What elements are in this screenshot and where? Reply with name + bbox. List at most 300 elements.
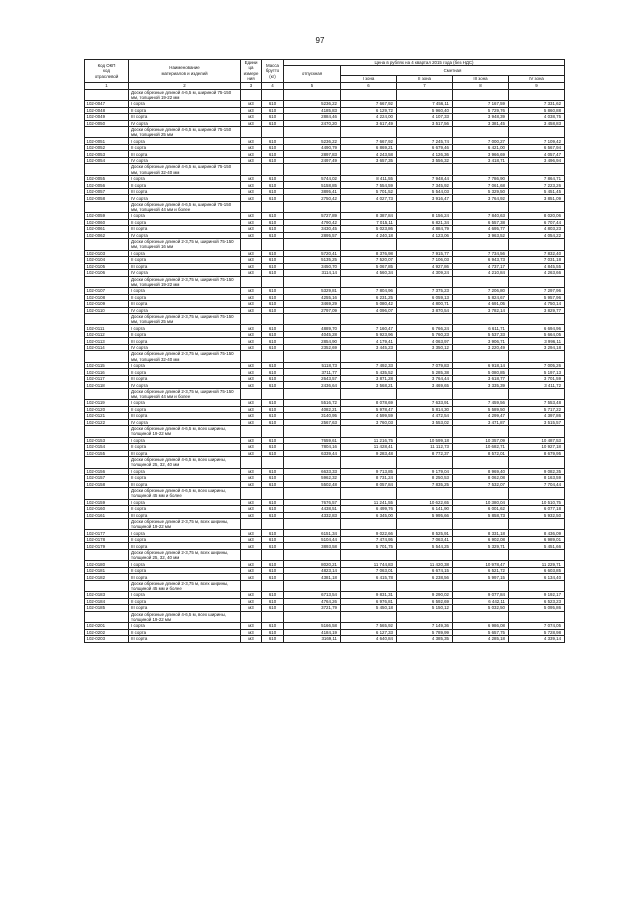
mass: 610 — [262, 481, 284, 488]
zone-1-price: 7 667,92 — [341, 138, 397, 145]
section-price-cell — [284, 388, 341, 399]
section-price-cell — [284, 457, 341, 468]
zone-2-price: 8 525,91 — [397, 530, 453, 537]
section-title: Доски обрезные длиной 4-6,5 м, всех ширины, толщиной 45 мм и более — [129, 488, 241, 499]
okp-code: 102-0056 — [85, 182, 129, 189]
mass: 610 — [262, 636, 284, 643]
okp-code: 102-0103 — [85, 250, 129, 257]
section-mass-cell — [262, 351, 284, 362]
mass: 610 — [262, 450, 284, 457]
zone-4-price: 4 038,75 — [509, 114, 565, 121]
okp-code: 102-0122 — [85, 419, 129, 426]
section-price-cell — [341, 239, 397, 250]
section-code-cell — [85, 239, 129, 250]
section-price-cell — [509, 519, 565, 530]
section-row — [85, 426, 565, 437]
section-price-cell — [453, 488, 509, 499]
section-mass-cell — [262, 239, 284, 250]
section-title: Доски обрезные длиной 2-3,75 м, шириной 75-150 мм, толщиной 16 мм — [129, 239, 241, 250]
zone-2-price: 6 766,24 — [397, 325, 453, 332]
zone-2-price: 3 469,65 — [397, 382, 453, 389]
zone-4-price: 5 451,66 — [509, 543, 565, 550]
zone-4-price: 6 989,01 — [509, 536, 565, 543]
zone-3-price: 7 459,56 — [453, 400, 509, 407]
zone-3-price: 6 557,38 — [453, 219, 509, 226]
zone-4-price: 3 996,11 — [509, 338, 565, 345]
column-number: 7 — [397, 82, 453, 89]
header-zone-3: III зона — [453, 76, 509, 82]
section-price-cell — [397, 388, 453, 399]
unit: м3 — [241, 375, 262, 382]
header-zone-4: IV зона — [509, 76, 565, 82]
zone-1-price: 7 520,07 — [341, 257, 397, 264]
unit: м3 — [241, 114, 262, 121]
zone-1-price: 11 428,41 — [341, 444, 397, 451]
mass: 610 — [262, 175, 284, 182]
release-price: 5135,25 — [284, 257, 341, 264]
zone-1-price: 8 731,24 — [341, 475, 397, 482]
zone-2-price: 3 764,44 — [397, 375, 453, 382]
section-unit-cell — [241, 519, 262, 530]
unit: м3 — [241, 151, 262, 158]
zone-3-price: 5 657,75 — [453, 629, 509, 636]
release-price: 5118,73 — [284, 362, 341, 369]
zone-2-price: 5 150,12 — [397, 605, 453, 612]
section-code-cell — [85, 549, 129, 560]
zone-2-price: 7 948,44 — [397, 175, 453, 182]
mass: 610 — [262, 301, 284, 308]
grade-name: III сорта — [129, 338, 241, 345]
zone-1-price: 7 160,47 — [341, 325, 397, 332]
mass: 610 — [262, 375, 284, 382]
section-code-cell — [85, 314, 129, 325]
zone-4-price: 3 701,59 — [509, 375, 565, 382]
grade-name: III сорта — [129, 188, 241, 195]
unit: м3 — [241, 226, 262, 233]
section-unit-cell — [241, 549, 262, 560]
zone-2-price: 7 063,41 — [397, 536, 453, 543]
release-price: 3114,14 — [284, 270, 341, 277]
section-price-cell — [453, 519, 509, 530]
section-row — [85, 549, 565, 560]
section-price-cell — [341, 164, 397, 175]
zone-1-price: 4 240,18 — [341, 232, 397, 239]
okp-code: 102-0059 — [85, 213, 129, 220]
okp-code: 102-0182 — [85, 574, 129, 581]
section-price-cell — [341, 127, 397, 138]
section-price-cell — [341, 426, 397, 437]
zone-1-price: 4 179,41 — [341, 338, 397, 345]
section-price-cell — [284, 549, 341, 560]
mass: 610 — [262, 369, 284, 376]
zone-1-price: 4 640,84 — [341, 636, 397, 643]
zone-4-price: 6 077,18 — [509, 506, 565, 513]
release-price: 6339,44 — [284, 450, 341, 457]
mass: 610 — [262, 598, 284, 605]
zone-2-price: 5 544,25 — [397, 543, 453, 550]
grade-name: III сорта — [129, 114, 241, 121]
zone-2-price: 9 290,02 — [397, 592, 453, 599]
zone-3-price: 3 220,49 — [453, 344, 509, 351]
section-code-cell — [85, 201, 129, 212]
zone-3-price: 4 737,17 — [453, 263, 509, 270]
zone-2-price: 6 592,69 — [397, 598, 453, 605]
zone-2-price: 7 375,23 — [397, 288, 453, 295]
release-price: 4889,70 — [284, 325, 341, 332]
section-price-cell — [397, 488, 453, 499]
release-price: 2643,57 — [284, 375, 341, 382]
price-table — [84, 59, 565, 643]
grade-name: II сорта — [129, 567, 241, 574]
zone-2-price: 3 350,12 — [397, 344, 453, 351]
zone-3-price: 4 691,05 — [453, 301, 509, 308]
okp-code: 102-0113 — [85, 338, 129, 345]
zone-1-price: 9 283,48 — [341, 450, 397, 457]
zone-4-price: 10 927,18 — [509, 444, 565, 451]
grade-name: IV сорта — [129, 232, 241, 239]
zone-3-price: 3 418,71 — [453, 157, 509, 164]
zone-1-price: 5 450,18 — [341, 605, 397, 612]
okp-code: 102-0050 — [85, 120, 129, 127]
grade-name: III сорта — [129, 301, 241, 308]
grade-name: I сорта — [129, 400, 241, 407]
mass: 610 — [262, 344, 284, 351]
section-price-cell — [397, 580, 453, 591]
section-price-cell — [453, 426, 509, 437]
okp-code: 102-0107 — [85, 288, 129, 295]
zone-3-price: 5 858,73 — [453, 512, 509, 519]
zone-1-price: 5 701,75 — [341, 543, 397, 550]
zone-3-price: 5 997,15 — [453, 574, 509, 581]
okp-code: 102-0109 — [85, 301, 129, 308]
grade-name: II сорта — [129, 506, 241, 513]
zone-1-price: 3 657,35 — [341, 157, 397, 164]
release-price: 7659,61 — [284, 437, 341, 444]
section-code-cell — [85, 351, 129, 362]
section-title: Доски обрезные длиной 4-6,5 м, всех ширины, толщиной 25, 32, 40 мм — [129, 457, 241, 468]
section-price-cell — [509, 426, 565, 437]
okp-code: 102-0047 — [85, 101, 129, 108]
zone-4-price: 7 864,71 — [509, 175, 565, 182]
mass: 610 — [262, 107, 284, 114]
mass: 610 — [262, 413, 284, 420]
section-unit-cell — [241, 164, 262, 175]
section-mass-cell — [262, 276, 284, 287]
page-number: 97 — [315, 36, 325, 45]
mass: 610 — [262, 567, 284, 574]
section-price-cell — [453, 89, 509, 100]
zone-2-price: 7 915,77 — [397, 250, 453, 257]
grade-name: II сорта — [129, 444, 241, 451]
grade-name: I сорта — [129, 213, 241, 220]
zone-2-price: 4 309,24 — [397, 270, 453, 277]
grade-name: II сорта — [129, 536, 241, 543]
okp-code: 102-0201 — [85, 623, 129, 630]
zone-3-price: 3 966,69 — [453, 151, 509, 158]
zone-4-price: 4 803,23 — [509, 226, 565, 233]
okp-code: 102-0053 — [85, 151, 129, 158]
section-code-cell — [85, 457, 129, 468]
mass: 610 — [262, 605, 284, 612]
release-price: 3140,95 — [284, 413, 341, 420]
section-price-cell — [509, 89, 565, 100]
section-price-cell — [341, 201, 397, 212]
grade-name: III сорта — [129, 263, 241, 270]
zone-4-price: 7 074,05 — [509, 623, 565, 630]
mass: 610 — [262, 623, 284, 630]
unit: м3 — [241, 400, 262, 407]
section-mass-cell — [262, 164, 284, 175]
section-title: Доски обрезные длиной 4-6,5 м, всех ширины, толщиной 19-22 мм — [129, 611, 241, 622]
okp-code: 102-0203 — [85, 636, 129, 643]
release-price: 5166,58 — [284, 623, 341, 630]
unit: м3 — [241, 406, 262, 413]
section-mass-cell — [262, 611, 284, 622]
okp-code: 102-0153 — [85, 437, 129, 444]
mass: 610 — [262, 114, 284, 121]
release-price: 3469,29 — [284, 301, 341, 308]
zone-1-price: 4 096,07 — [341, 307, 397, 314]
release-price: 2470,20 — [284, 120, 341, 127]
grade-name: III сорта — [129, 151, 241, 158]
section-price-cell — [341, 549, 397, 560]
release-price: 6713,54 — [284, 592, 341, 599]
zone-2-price: 8 250,53 — [397, 475, 453, 482]
section-title: Доски обрезные длиной 2-3,75 м, шириной 75-150 мм, толщиной 32-40 мм — [129, 351, 241, 362]
unit: м3 — [241, 506, 262, 513]
release-price: 4790,42 — [284, 219, 341, 226]
zone-1-price: 6 869,21 — [341, 144, 397, 151]
zone-4-price: 7 832,40 — [509, 250, 565, 257]
section-price-cell — [453, 549, 509, 560]
section-price-cell — [509, 164, 565, 175]
grade-name: IV сорта — [129, 344, 241, 351]
mass: 610 — [262, 574, 284, 581]
grade-name: II сорта — [129, 475, 241, 482]
column-number: 8 — [453, 82, 509, 89]
mass: 610 — [262, 213, 284, 220]
section-price-cell — [284, 276, 341, 287]
release-price: 3893,58 — [284, 543, 341, 550]
grade-name: IV сорта — [129, 419, 241, 426]
grade-name: III сорта — [129, 450, 241, 457]
zone-1-price: 3 617,49 — [341, 120, 397, 127]
mass: 610 — [262, 219, 284, 226]
mass: 610 — [262, 419, 284, 426]
section-price-cell — [509, 611, 565, 622]
unit: м3 — [241, 138, 262, 145]
okp-code: 102-0202 — [85, 629, 129, 636]
section-price-cell — [453, 201, 509, 212]
unit: м3 — [241, 636, 262, 643]
zone-4-price: 6 694,96 — [509, 325, 565, 332]
section-price-cell — [453, 164, 509, 175]
okp-code: 102-0052 — [85, 144, 129, 151]
zone-1-price: 6 129,72 — [341, 107, 397, 114]
zone-3-price: 8 572,01 — [453, 450, 509, 457]
okp-code: 102-0119 — [85, 400, 129, 407]
unit: м3 — [241, 605, 262, 612]
okp-code: 102-0062 — [85, 232, 129, 239]
mass: 610 — [262, 506, 284, 513]
header-unit: Едини ца измере ния — [241, 60, 262, 83]
release-price: 4082,21 — [284, 406, 341, 413]
zone-2-price: 5 814,30 — [397, 406, 453, 413]
section-price-cell — [284, 201, 341, 212]
grade-name: IV сорта — [129, 382, 241, 389]
section-row — [85, 580, 565, 591]
release-price: 4490,79 — [284, 144, 341, 151]
section-price-cell — [341, 519, 397, 530]
zone-1-price: 9 022,66 — [341, 530, 397, 537]
table-header — [85, 60, 565, 90]
okp-code: 102-0111 — [85, 325, 129, 332]
unit: м3 — [241, 294, 262, 301]
zone-2-price: 7 633,91 — [397, 400, 453, 407]
unit: м3 — [241, 512, 262, 519]
grade-name: I сорта — [129, 499, 241, 506]
section-price-cell — [397, 239, 453, 250]
zone-4-price: 10 487,53 — [509, 437, 565, 444]
section-row — [85, 276, 565, 287]
release-price: 2567,63 — [284, 419, 341, 426]
section-row — [85, 488, 565, 499]
zone-3-price: 6 986,08 — [453, 623, 509, 630]
zone-4-price: 9 192,17 — [509, 592, 565, 599]
unit: м3 — [241, 598, 262, 605]
grade-name: III сорта — [129, 375, 241, 382]
unit: м3 — [241, 182, 262, 189]
okp-code: 102-0116 — [85, 369, 129, 376]
zone-1-price: 6 231,25 — [341, 294, 397, 301]
unit: м3 — [241, 288, 262, 295]
mass: 610 — [262, 120, 284, 127]
section-mass-cell — [262, 201, 284, 212]
mass: 610 — [262, 157, 284, 164]
section-mass-cell — [262, 519, 284, 530]
zone-2-price: 5 789,99 — [397, 629, 453, 636]
zone-4-price: 4 339,14 — [509, 636, 565, 643]
grade-name: I сорта — [129, 250, 241, 257]
mass: 610 — [262, 226, 284, 233]
unit: м3 — [241, 413, 262, 420]
zone-4-price: 5 860,88 — [509, 107, 565, 114]
zone-2-price: 7 835,25 — [397, 481, 453, 488]
section-code-cell — [85, 426, 129, 437]
grade-name: II сорта — [129, 107, 241, 114]
mass: 610 — [262, 195, 284, 202]
release-price: 7676,57 — [284, 499, 341, 506]
section-title: Доски обрезные длиной 2-3,75 м, всех ширины, толщиной 25, 32, 40 мм — [129, 549, 241, 560]
section-unit-cell — [241, 127, 262, 138]
grade-name: II сорта — [129, 257, 241, 264]
unit: м3 — [241, 195, 262, 202]
zone-4-price: 7 297,96 — [509, 288, 565, 295]
unit: м3 — [241, 325, 262, 332]
mass: 610 — [262, 338, 284, 345]
okp-code: 102-0061 — [85, 226, 129, 233]
section-code-cell — [85, 488, 129, 499]
zone-2-price: 5 285,38 — [397, 369, 453, 376]
zone-3-price: 4 210,84 — [453, 270, 509, 277]
grade-name: I сорта — [129, 138, 241, 145]
release-price: 4823,14 — [284, 567, 341, 574]
okp-code: 102-0161 — [85, 512, 129, 519]
section-code-cell — [85, 164, 129, 175]
section-price-cell — [397, 314, 453, 325]
zone-3-price: 7 532,07 — [453, 481, 509, 488]
zone-2-price: 6 059,13 — [397, 294, 453, 301]
release-price: 4184,19 — [284, 629, 341, 636]
section-mass-cell — [262, 457, 284, 468]
section-price-cell — [284, 488, 341, 499]
zone-4-price: 6 603,85 — [509, 567, 565, 574]
zone-3-price: 6 001,62 — [453, 506, 509, 513]
mass: 610 — [262, 362, 284, 369]
section-title: Доски обрезные длиной 4-6,5 м, шириной 75-150 мм, толщиной 44 мм и более — [129, 201, 241, 212]
section-unit-cell — [241, 89, 262, 100]
column-number: 9 — [509, 82, 565, 89]
section-price-cell — [509, 388, 565, 399]
release-price: 5962,32 — [284, 475, 341, 482]
zone-2-price: 5 544,03 — [397, 188, 453, 195]
okp-code: 102-0159 — [85, 499, 129, 506]
zone-3-price: 10 682,71 — [453, 444, 509, 451]
column-number: 1 — [85, 82, 129, 89]
grade-name: II сорта — [129, 331, 241, 338]
section-code-cell — [85, 580, 129, 591]
okp-code: 102-0158 — [85, 481, 129, 488]
okp-code: 102-0105 — [85, 263, 129, 270]
zone-2-price: 4 063,97 — [397, 338, 453, 345]
zone-3-price: 4 285,18 — [453, 636, 509, 643]
header-price-title: Цена в рублях на 4 квартал 2015 года (без НДС) — [284, 60, 565, 66]
section-row — [85, 388, 565, 399]
zone-1-price: 7 554,59 — [341, 182, 397, 189]
okp-code: 102-0060 — [85, 219, 129, 226]
zone-2-price: 7 245,74 — [397, 138, 453, 145]
zone-4-price: 7 704,44 — [509, 481, 565, 488]
unit: м3 — [241, 331, 262, 338]
grade-name: I сорта — [129, 468, 241, 475]
okp-code: 102-0110 — [85, 307, 129, 314]
section-unit-cell — [241, 488, 262, 499]
release-price: 5502,48 — [284, 481, 341, 488]
section-code-cell — [85, 611, 129, 622]
section-price-cell — [284, 127, 341, 138]
column-number: 4 — [262, 82, 284, 89]
mass: 610 — [262, 232, 284, 239]
header-name: Наименование материалов и изделий — [129, 60, 241, 83]
release-price: 4381,18 — [284, 574, 341, 581]
okp-code: 102-0112 — [85, 331, 129, 338]
okp-code: 102-0051 — [85, 138, 129, 145]
section-price-cell — [397, 276, 453, 287]
okp-code: 102-0155 — [85, 450, 129, 457]
zone-2-price: 11 420,38 — [397, 561, 453, 568]
zone-4-price: 4 057,47 — [509, 151, 565, 158]
section-mass-cell — [262, 549, 284, 560]
release-price: 5744,02 — [284, 175, 341, 182]
release-price: 5158,85 — [284, 182, 341, 189]
section-code-cell — [85, 89, 129, 100]
zone-2-price: 8 156,24 — [397, 213, 453, 220]
header-code: Код ОКП код отраслевой — [85, 60, 129, 83]
release-price: 4764,26 — [284, 598, 341, 605]
grade-name: IV сорта — [129, 307, 241, 314]
zone-1-price: 7 565,92 — [341, 623, 397, 630]
mass: 610 — [262, 331, 284, 338]
